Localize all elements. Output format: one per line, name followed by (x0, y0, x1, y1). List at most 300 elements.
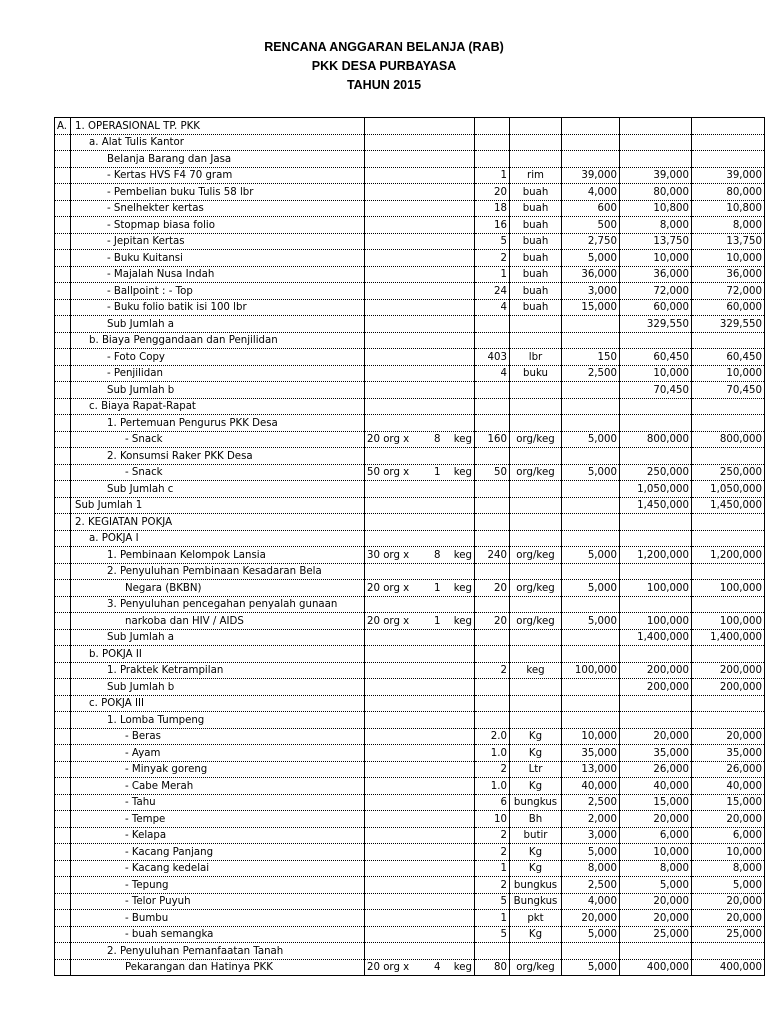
table-row (55, 497, 765, 514)
amount-cell: 8,000 (692, 860, 765, 877)
description-cell: - Foto Copy (71, 349, 365, 366)
description-cell: 2. Penyuluhan Pembinaan Kesadaran Bela (71, 563, 365, 580)
unit-price-cell: 5,000 (562, 431, 620, 448)
table-row (55, 860, 765, 877)
description-cell: - Stopmap biasa folio (71, 217, 365, 234)
description-cell: 2. Penyuluhan Pemanfaatan Tanah (71, 943, 365, 960)
amount-cell: 800,000 (692, 431, 765, 448)
unit-cell: buku (510, 365, 562, 382)
unit-cell (510, 448, 562, 465)
unit-cell: org/keg (510, 580, 562, 597)
unit-price-cell (562, 316, 620, 333)
table-row (55, 712, 765, 729)
unit-price-cell: 5,000 (562, 464, 620, 481)
total-cell: 60,000 (620, 299, 692, 316)
calculation-cell (365, 712, 475, 729)
calculation-cell (365, 547, 475, 564)
table-row (55, 283, 765, 300)
table-row (55, 547, 765, 564)
unit-cell (510, 118, 562, 135)
total-cell: 39,000 (620, 167, 692, 184)
calculation-cell (365, 365, 475, 382)
title-line-3: TAHUN 2015 (346, 78, 422, 92)
section-code-cell (55, 431, 71, 448)
unit-cell: buah (510, 299, 562, 316)
amount-cell (692, 695, 765, 712)
table-row (55, 695, 765, 712)
amount-cell (692, 514, 765, 531)
description-cell: - Telor Puyuh (71, 893, 365, 910)
section-code-cell (55, 415, 71, 432)
participants-count: 20 org x (367, 615, 410, 627)
calculation-cell (365, 827, 475, 844)
calculation-cell (365, 233, 475, 250)
calculation-cell (365, 629, 475, 646)
table-row (55, 778, 765, 795)
amount-cell (692, 134, 765, 151)
participants-count: 30 org x (367, 549, 410, 561)
calculation-cell (365, 530, 475, 547)
table-row (55, 926, 765, 943)
table-row (55, 959, 765, 976)
table-row (55, 811, 765, 828)
quantity-cell: 2 (475, 844, 510, 861)
calculation-cell (365, 431, 475, 448)
description-cell: narkoba dan HIV / AIDS (71, 613, 365, 630)
quantity-cell (475, 134, 510, 151)
quantity-cell: 2.0 (475, 728, 510, 745)
unit-price-cell (562, 497, 620, 514)
section-code-cell (55, 844, 71, 861)
section-code-cell (55, 365, 71, 382)
calculation-cell (365, 563, 475, 580)
amount-cell: 329,550 (692, 316, 765, 333)
quantity-cell (475, 382, 510, 399)
total-cell (620, 695, 692, 712)
calculation-cell (365, 415, 475, 432)
unit-price-cell: 600 (562, 200, 620, 217)
section-code-cell (55, 563, 71, 580)
section-code-cell (55, 778, 71, 795)
total-cell: 8,000 (620, 860, 692, 877)
table-row (55, 299, 765, 316)
section-code-cell (55, 811, 71, 828)
description-cell: Pekarangan dan Hatinya PKK (71, 959, 365, 976)
amount-cell: 10,000 (692, 844, 765, 861)
unit-price-cell: 5,000 (562, 250, 620, 267)
amount-cell: 20,000 (692, 811, 765, 828)
total-cell: 1,450,000 (620, 497, 692, 514)
section-code-cell (55, 695, 71, 712)
table-row (55, 646, 765, 663)
table-row (55, 943, 765, 960)
description-cell: 2. KEGIATAN POKJA (71, 514, 365, 531)
unit-cell: buah (510, 184, 562, 201)
unit-price-cell: 2,500 (562, 794, 620, 811)
table-row (55, 448, 765, 465)
table-row (55, 266, 765, 283)
unit-cell (510, 943, 562, 960)
section-code-cell (55, 349, 71, 366)
section-code-cell (55, 547, 71, 564)
section-code-cell (55, 167, 71, 184)
unit-price-cell: 13,000 (562, 761, 620, 778)
unit-price-cell: 35,000 (562, 745, 620, 762)
participants-count: 20 org x (367, 582, 410, 594)
unit-price-cell (562, 943, 620, 960)
quantity-cell (475, 679, 510, 696)
section-code-cell (55, 580, 71, 597)
description-cell: 1. Lomba Tumpeng (71, 712, 365, 729)
total-cell: 10,000 (620, 365, 692, 382)
amount-cell: 25,000 (692, 926, 765, 943)
table-row (55, 349, 765, 366)
total-cell: 1,050,000 (620, 481, 692, 498)
section-code-cell (55, 151, 71, 168)
unit-price-cell: 150 (562, 349, 620, 366)
section-code-cell (55, 514, 71, 531)
amount-cell: 20,000 (692, 910, 765, 927)
quantity-cell: 24 (475, 283, 510, 300)
table-row (55, 134, 765, 151)
description-cell: - Snack (71, 431, 365, 448)
calculation-cell (365, 910, 475, 927)
description-cell: - buah semangka (71, 926, 365, 943)
quantity-cell (475, 530, 510, 547)
unit-cell (510, 316, 562, 333)
amount-cell (692, 151, 765, 168)
unit-price-cell: 36,000 (562, 266, 620, 283)
total-cell (620, 332, 692, 349)
calculation-cell (365, 943, 475, 960)
unit-price-cell: 4,000 (562, 893, 620, 910)
description-cell: - Minyak goreng (71, 761, 365, 778)
quantity-cell: 2 (475, 250, 510, 267)
calculation-cell (365, 349, 475, 366)
quantity-cell (475, 712, 510, 729)
unit-cell (510, 596, 562, 613)
table-row (55, 431, 765, 448)
quantity-cell (475, 151, 510, 168)
title-line-2: PKK DESA PURBAYASA (311, 59, 457, 73)
table-row (55, 679, 765, 696)
unit-price-cell (562, 563, 620, 580)
section-code-cell (55, 184, 71, 201)
unit-cell: buah (510, 217, 562, 234)
amount-cell (692, 646, 765, 663)
unit-cell: bungkus (510, 877, 562, 894)
activity-unit: keg (453, 582, 472, 594)
description-cell: c. POKJA III (71, 695, 365, 712)
description-cell: 3. Penyuluhan pencegahan penyalah gunaan (71, 596, 365, 613)
description-cell: - Beras (71, 728, 365, 745)
table-row (55, 332, 765, 349)
amount-cell: 6,000 (692, 827, 765, 844)
activity-unit: keg (453, 549, 472, 561)
unit-price-cell (562, 118, 620, 135)
unit-price-cell: 100,000 (562, 662, 620, 679)
unit-price-cell (562, 695, 620, 712)
unit-cell: buah (510, 266, 562, 283)
calculation-cell (365, 299, 475, 316)
section-code-cell (55, 398, 71, 415)
table-row (55, 233, 765, 250)
total-cell: 6,000 (620, 827, 692, 844)
total-cell: 1,400,000 (620, 629, 692, 646)
activity-count: 8 (434, 549, 441, 561)
table-row (55, 596, 765, 613)
unit-cell: Kg (510, 926, 562, 943)
section-code-cell (55, 497, 71, 514)
amount-cell (692, 943, 765, 960)
unit-price-cell: 10,000 (562, 728, 620, 745)
table-row (55, 530, 765, 547)
table-row (55, 877, 765, 894)
table-row (55, 893, 765, 910)
section-code-cell (55, 481, 71, 498)
unit-price-cell: 8,000 (562, 860, 620, 877)
amount-cell: 1,450,000 (692, 497, 765, 514)
quantity-cell: 1 (475, 167, 510, 184)
amount-cell: 80,000 (692, 184, 765, 201)
amount-cell: 39,000 (692, 167, 765, 184)
quantity-cell (475, 448, 510, 465)
calculation-cell (365, 860, 475, 877)
description-cell: Sub Jumlah b (71, 382, 365, 399)
quantity-cell: 1 (475, 910, 510, 927)
quantity-cell: 18 (475, 200, 510, 217)
unit-cell: Kg (510, 745, 562, 762)
total-cell: 10,000 (620, 250, 692, 267)
section-code-cell (55, 926, 71, 943)
unit-price-cell (562, 448, 620, 465)
unit-cell (510, 646, 562, 663)
amount-cell: 20,000 (692, 728, 765, 745)
description-cell: - Kelapa (71, 827, 365, 844)
quantity-cell (475, 695, 510, 712)
quantity-cell (475, 332, 510, 349)
unit-cell (510, 679, 562, 696)
unit-cell: org/keg (510, 613, 562, 630)
quantity-cell: 6 (475, 794, 510, 811)
total-cell: 8,000 (620, 217, 692, 234)
quantity-cell: 20 (475, 580, 510, 597)
amount-cell: 40,000 (692, 778, 765, 795)
amount-cell: 72,000 (692, 283, 765, 300)
unit-cell: buah (510, 233, 562, 250)
unit-cell: org/keg (510, 547, 562, 564)
calculation-cell (365, 877, 475, 894)
description-cell: - Tempe (71, 811, 365, 828)
amount-cell: 200,000 (692, 662, 765, 679)
quantity-cell: 20 (475, 184, 510, 201)
unit-price-cell (562, 134, 620, 151)
calculation-cell (365, 266, 475, 283)
description-cell: a. POKJA I (71, 530, 365, 547)
calculation-cell (365, 959, 475, 976)
amount-cell (692, 118, 765, 135)
section-code-cell (55, 827, 71, 844)
amount-cell (692, 415, 765, 432)
description-cell: b. POKJA II (71, 646, 365, 663)
description-cell: - Ballpoint : - Top (71, 283, 365, 300)
description-cell: - Penjilidan (71, 365, 365, 382)
calculation-cell (365, 613, 475, 630)
quantity-cell: 4 (475, 299, 510, 316)
total-cell (620, 530, 692, 547)
calculation-cell (365, 811, 475, 828)
description-cell: Belanja Barang dan Jasa (71, 151, 365, 168)
total-cell: 20,000 (620, 728, 692, 745)
section-code-cell (55, 910, 71, 927)
unit-price-cell: 5,000 (562, 926, 620, 943)
total-cell: 25,000 (620, 926, 692, 943)
section-code-cell (55, 893, 71, 910)
unit-cell: Kg (510, 844, 562, 861)
unit-cell: keg (510, 662, 562, 679)
unit-price-cell (562, 646, 620, 663)
total-cell: 250,000 (620, 464, 692, 481)
quantity-cell: 1 (475, 860, 510, 877)
amount-cell: 100,000 (692, 580, 765, 597)
total-cell: 5,000 (620, 877, 692, 894)
unit-cell (510, 712, 562, 729)
section-code-cell: A. (55, 118, 71, 135)
table-row (55, 118, 765, 135)
quantity-cell (475, 943, 510, 960)
amount-cell: 36,000 (692, 266, 765, 283)
calculation-cell (365, 464, 475, 481)
unit-price-cell (562, 514, 620, 531)
calculation-cell (365, 497, 475, 514)
unit-cell: lbr (510, 349, 562, 366)
unit-cell: Kg (510, 860, 562, 877)
description-cell: 1. Pertemuan Pengurus PKK Desa (71, 415, 365, 432)
unit-cell: Ltr (510, 761, 562, 778)
table-row (55, 761, 765, 778)
total-cell: 20,000 (620, 910, 692, 927)
section-code-cell (55, 943, 71, 960)
unit-price-cell: 2,500 (562, 365, 620, 382)
calculation-cell (365, 332, 475, 349)
budget-table (54, 117, 765, 976)
total-cell: 35,000 (620, 745, 692, 762)
table-row (55, 415, 765, 432)
unit-price-cell: 3,000 (562, 827, 620, 844)
unit-price-cell: 39,000 (562, 167, 620, 184)
description-cell: - Tahu (71, 794, 365, 811)
unit-cell (510, 481, 562, 498)
quantity-cell: 10 (475, 811, 510, 828)
quantity-cell: 403 (475, 349, 510, 366)
total-cell: 800,000 (620, 431, 692, 448)
description-cell: - Snelhekter kertas (71, 200, 365, 217)
section-code-cell (55, 613, 71, 630)
unit-cell (510, 415, 562, 432)
description-cell: - Bumbu (71, 910, 365, 927)
quantity-cell: 1 (475, 266, 510, 283)
quantity-cell (475, 629, 510, 646)
total-cell: 10,000 (620, 844, 692, 861)
amount-cell: 200,000 (692, 679, 765, 696)
calculation-cell (365, 580, 475, 597)
unit-price-cell: 5,000 (562, 844, 620, 861)
amount-cell: 10,800 (692, 200, 765, 217)
quantity-cell: 2 (475, 827, 510, 844)
amount-cell: 250,000 (692, 464, 765, 481)
section-code-cell (55, 596, 71, 613)
quantity-cell: 160 (475, 431, 510, 448)
amount-cell: 60,000 (692, 299, 765, 316)
calculation-cell (365, 250, 475, 267)
amount-cell (692, 448, 765, 465)
unit-cell: butir (510, 827, 562, 844)
total-cell: 10,800 (620, 200, 692, 217)
unit-price-cell (562, 629, 620, 646)
activity-count: 4 (434, 962, 441, 973)
activity-unit: keg (453, 434, 472, 445)
total-cell: 200,000 (620, 679, 692, 696)
table-row (55, 728, 765, 745)
unit-cell (510, 382, 562, 399)
section-code-cell (55, 283, 71, 300)
calculation-cell (365, 167, 475, 184)
unit-cell: buah (510, 200, 562, 217)
amount-cell: 20,000 (692, 893, 765, 910)
calculation-cell (365, 679, 475, 696)
calculation-cell (365, 662, 475, 679)
section-code-cell (55, 200, 71, 217)
calculation-cell (365, 728, 475, 745)
total-cell: 60,450 (620, 349, 692, 366)
unit-price-cell (562, 151, 620, 168)
description-cell: - Kertas HVS F4 70 gram (71, 167, 365, 184)
table-row (55, 629, 765, 646)
unit-price-cell (562, 332, 620, 349)
total-cell (620, 118, 692, 135)
table-row (55, 398, 765, 415)
description-cell: - Pembelian buku Tulis 58 lbr (71, 184, 365, 201)
amount-cell (692, 563, 765, 580)
total-cell (620, 151, 692, 168)
table-row (55, 200, 765, 217)
total-cell: 26,000 (620, 761, 692, 778)
calculation-cell (365, 761, 475, 778)
table-row (55, 382, 765, 399)
unit-price-cell (562, 530, 620, 547)
table-row (55, 464, 765, 481)
section-code-cell (55, 662, 71, 679)
calculation-cell (365, 283, 475, 300)
description-cell: 1. Pembinaan Kelompok Lansia (71, 547, 365, 564)
amount-cell: 15,000 (692, 794, 765, 811)
quantity-cell: 2 (475, 877, 510, 894)
amount-cell: 26,000 (692, 761, 765, 778)
quantity-cell: 240 (475, 547, 510, 564)
calculation-cell (365, 844, 475, 861)
activity-count: 1 (434, 582, 441, 594)
quantity-cell (475, 646, 510, 663)
table-row (55, 514, 765, 531)
amount-cell: 60,450 (692, 349, 765, 366)
activity-unit: keg (453, 467, 472, 478)
section-code-cell (55, 761, 71, 778)
table-row (55, 827, 765, 844)
description-cell: - Jepitan Kertas (71, 233, 365, 250)
quantity-cell: 50 (475, 464, 510, 481)
calculation-cell (365, 382, 475, 399)
description-cell: Sub Jumlah 1 (71, 497, 365, 514)
